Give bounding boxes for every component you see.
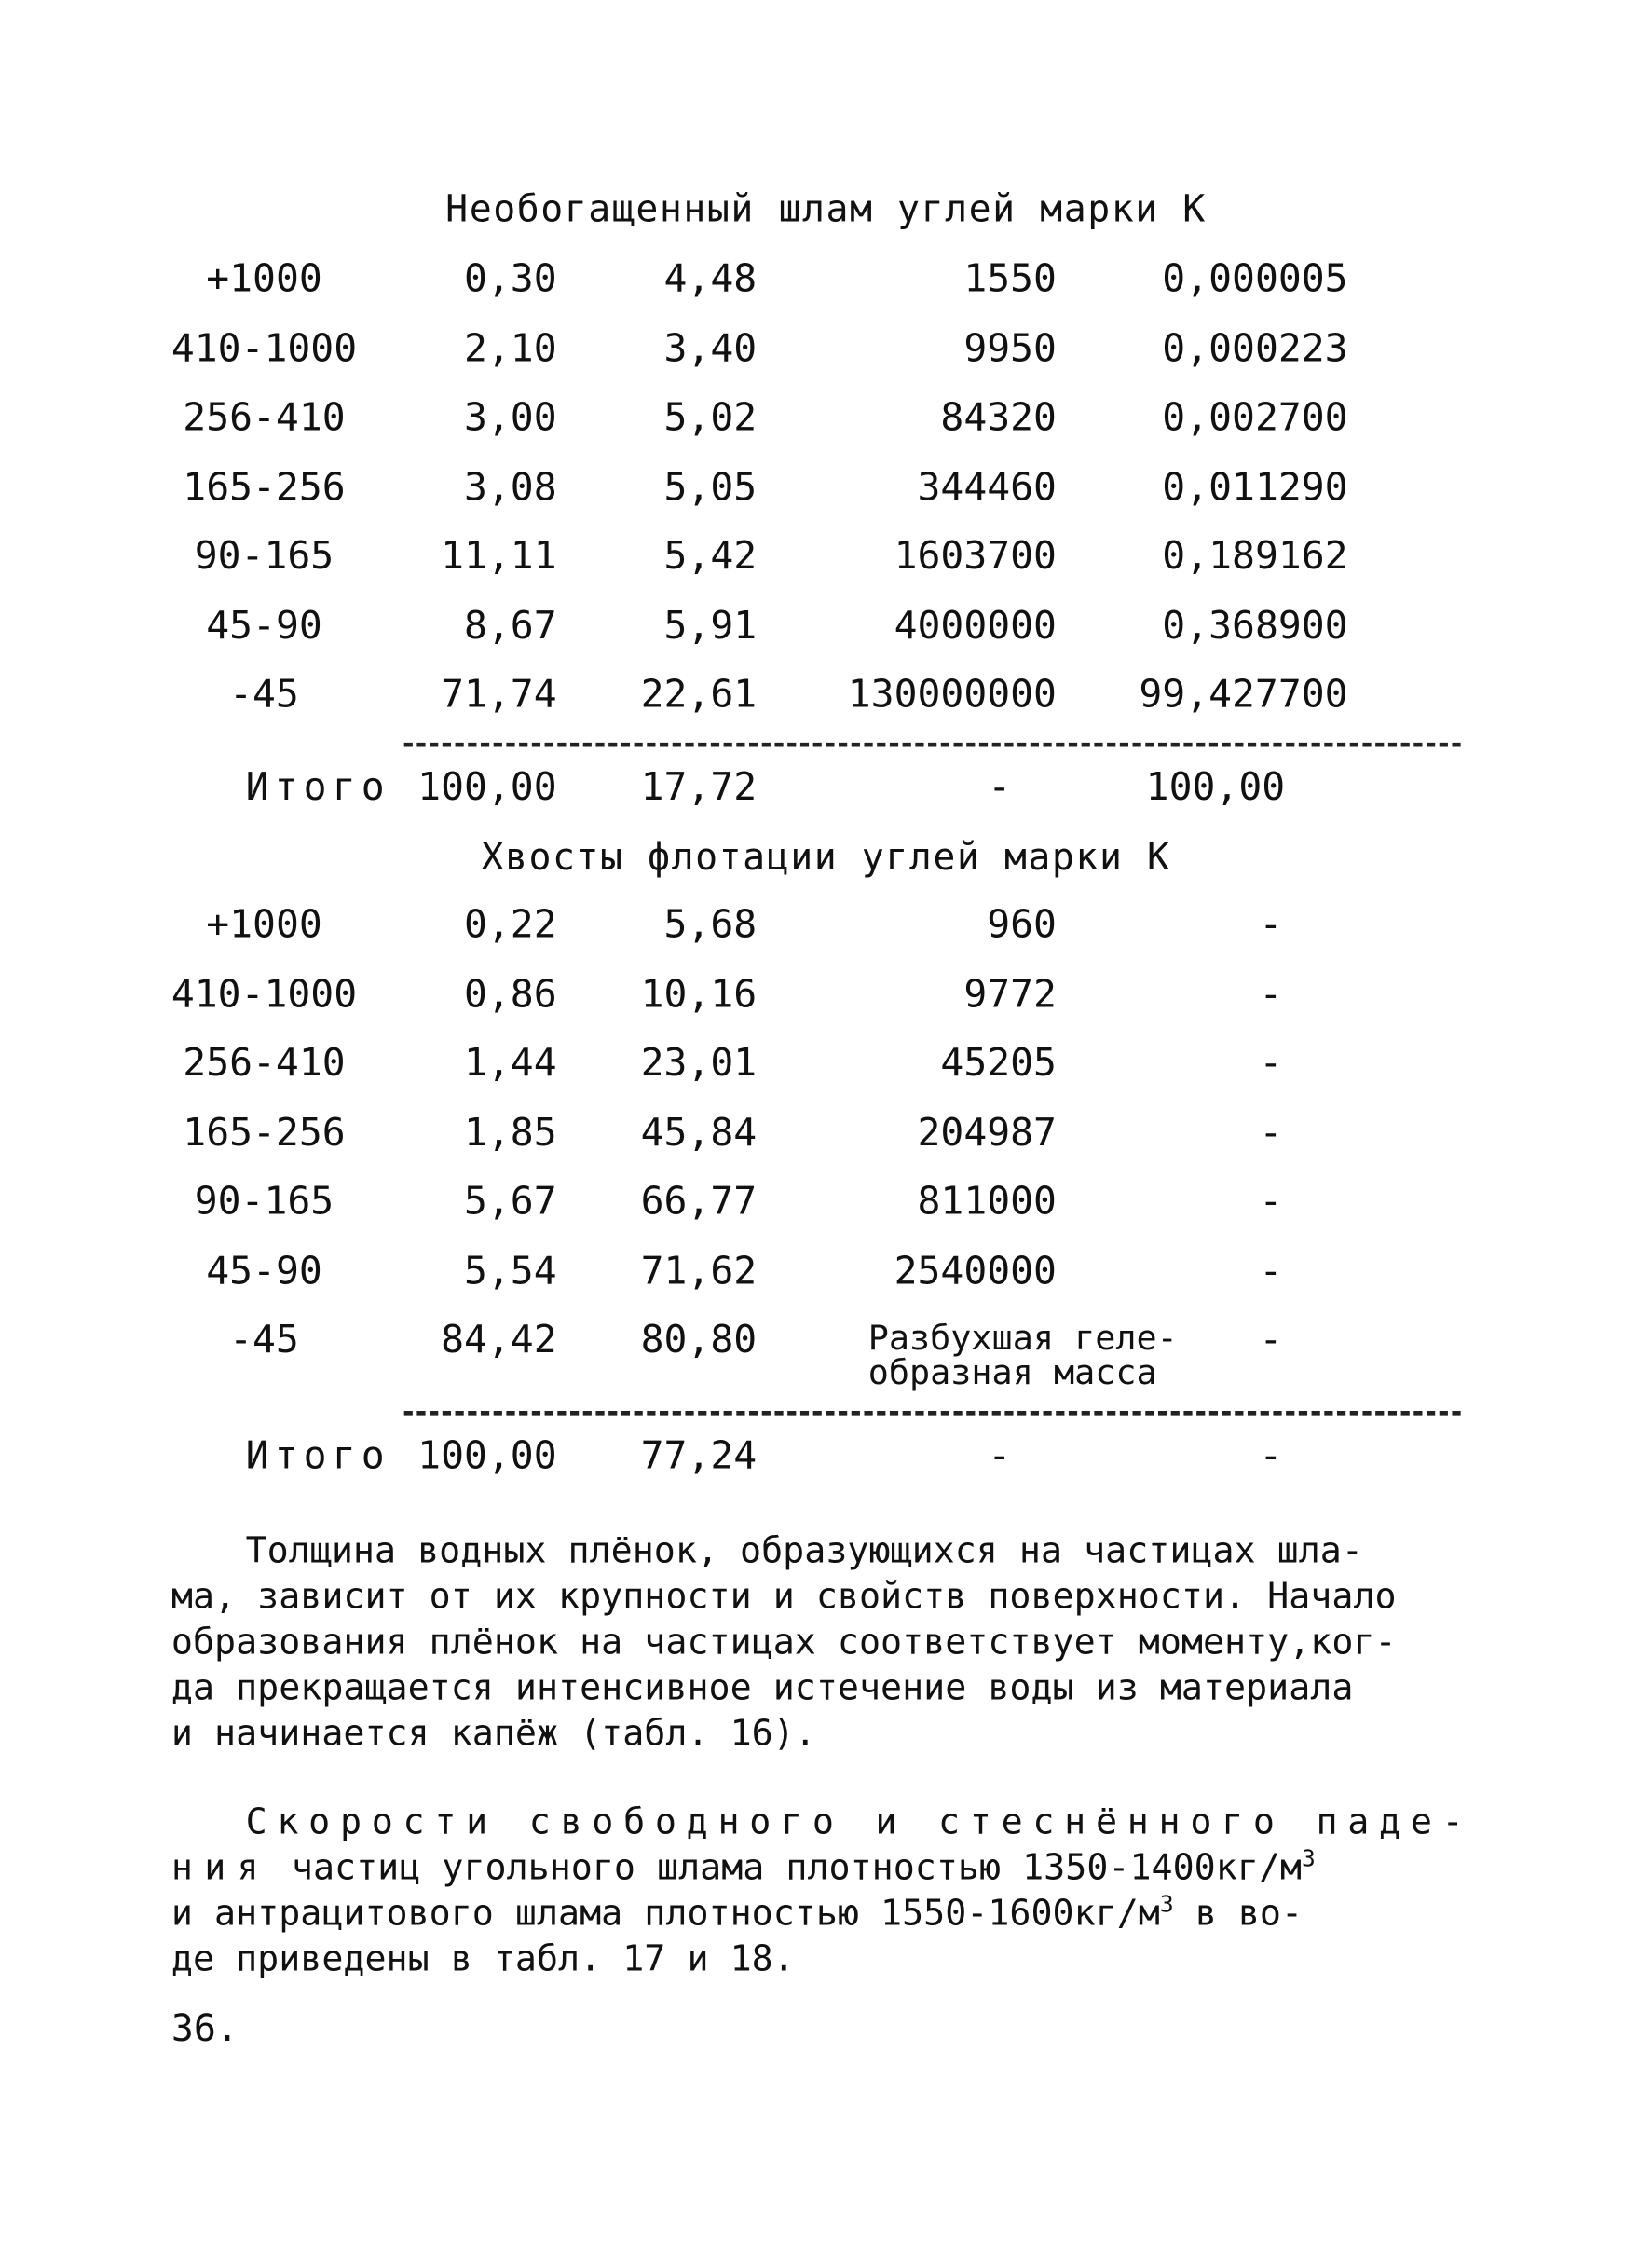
table-row (0, 1110, 1652, 1167)
table-row (0, 326, 1652, 383)
fraction-cell: 0,011290 (1162, 464, 1348, 510)
total-yield: 100,00 (417, 1433, 557, 1479)
paragraph-line: образования плёнок на частицах соответствует моменту,ког- (171, 1621, 1397, 1663)
fraction-cell: - (1259, 902, 1283, 947)
yield-cell: 5,67 (463, 1179, 557, 1225)
count-cell: 1603700 (894, 534, 1057, 579)
size-cell: 165-256 (183, 1110, 346, 1155)
yield-cell: 1,85 (463, 1110, 557, 1155)
yield-cell: 5,54 (463, 1249, 557, 1294)
count-cell: 9772 (963, 971, 1057, 1017)
fraction-cell: - (1259, 1318, 1283, 1362)
count-cell: 811000 (917, 1179, 1057, 1225)
fraction-cell: 99,427700 (1139, 672, 1348, 718)
ash-cell: 5,02 (663, 395, 758, 440)
paragraph-line: да прекращается интенсивное истечение воды из материала (171, 1666, 1354, 1708)
size-cell: 45-90 (206, 1249, 322, 1294)
paragraph-line: Толщина водных плёнок, образующихся на частицах шла- (245, 1529, 1363, 1571)
ash-cell: 80,80 (640, 1318, 758, 1362)
fraction-cell: 0,002700 (1162, 395, 1348, 440)
size-cell: 165-256 (183, 464, 346, 510)
table-row (0, 1249, 1652, 1306)
size-cell: 256-410 (183, 395, 346, 440)
table-row (0, 1318, 1652, 1393)
table2-heading: Хвосты флотации углей марки К (481, 836, 1171, 880)
paragraph-line: и начинается капёж (табл. 16). (171, 1712, 816, 1754)
table2-total-row (0, 1434, 1652, 1491)
table-row (0, 257, 1652, 314)
size-cell: -45 (229, 672, 299, 718)
table-row (0, 465, 1652, 522)
table-row (0, 673, 1652, 730)
count-cell: 960 (987, 902, 1057, 947)
ash-cell: 3,40 (663, 326, 758, 371)
ash-cell: 4,48 (663, 256, 758, 302)
total-fraction: - (1259, 1433, 1283, 1479)
count-cell: 344460 (917, 464, 1057, 510)
count-cell: 9950 (963, 326, 1057, 371)
size-cell: 410-1000 (171, 971, 358, 1017)
fraction-cell: 0,368900 (1162, 603, 1348, 648)
paragraph-text: частиц угольного шлама плотностью 1350-1400кг/м (269, 1846, 1302, 1888)
yield-cell: 84,42 (441, 1318, 557, 1362)
table-row (0, 603, 1652, 660)
yield-cell: 1,44 (463, 1041, 557, 1086)
superscript: 3 (1301, 1844, 1316, 1872)
paragraph-line: де приведены в табл. 17 и 18. (171, 1937, 795, 1979)
size-cell: 256-410 (183, 1041, 346, 1086)
size-cell: 90-165 (194, 1179, 334, 1225)
size-cell: 410-1000 (171, 326, 358, 371)
ash-cell: 71,62 (640, 1249, 758, 1294)
ash-cell: 66,77 (640, 1179, 758, 1225)
count-cell: 2540000 (894, 1249, 1057, 1294)
fraction-cell: - (1259, 1179, 1283, 1225)
table-row (0, 395, 1652, 452)
paragraph-film-thickness (171, 1528, 1485, 1757)
ash-cell: 5,42 (663, 534, 758, 579)
yield-cell: 0,22 (463, 902, 557, 947)
table-row (0, 1180, 1652, 1237)
ash-cell: 5,68 (663, 902, 758, 947)
table1-heading: Необогащенный шлам углей марки К (445, 188, 1207, 232)
fraction-cell: 0,000223 (1162, 326, 1348, 371)
ash-cell: 10,16 (640, 971, 758, 1017)
table1-total-rule (404, 743, 1461, 747)
count-cell: 204987 (917, 1110, 1057, 1155)
ash-cell: 23,01 (640, 1041, 758, 1086)
yield-cell: 71,74 (441, 672, 557, 718)
paragraph-line (171, 1845, 1485, 1891)
yield-cell: 3,00 (463, 395, 557, 440)
ash-cell: 45,84 (640, 1110, 758, 1155)
ash-cell: 5,91 (663, 603, 758, 648)
paragraph-line: Скорости свободного и стеснённого паде- (245, 1800, 1474, 1842)
yield-cell: 3,08 (463, 464, 557, 510)
total-label: Итого (245, 1433, 390, 1479)
superscript: 3 (1159, 1890, 1174, 1918)
paragraph-settling-velocity (171, 1800, 1485, 1982)
table-row (0, 534, 1652, 591)
yield-cell: 0,30 (463, 256, 557, 302)
paragraph-line (171, 1891, 1485, 1937)
table-row (0, 972, 1652, 1029)
fraction-cell: - (1259, 971, 1283, 1017)
yield-cell: 2,10 (463, 326, 557, 371)
size-cell: 45-90 (206, 603, 322, 648)
total-label: Итого (245, 765, 390, 810)
size-cell: +1000 (206, 902, 322, 947)
total-ash: 77,24 (640, 1433, 758, 1479)
size-cell: 90-165 (194, 534, 334, 579)
size-cell: +1000 (206, 256, 322, 302)
fraction-cell: - (1259, 1041, 1283, 1086)
total-count: - (988, 765, 1012, 810)
count-cell: 130000000 (847, 672, 1057, 718)
count-cell: 45205 (940, 1041, 1057, 1086)
paragraph-text: и антрацитового шлама плотностью 1550-1600кг/м (171, 1892, 1160, 1934)
table-row (0, 1041, 1652, 1098)
note-line: Разбухшая геле- (867, 1318, 1178, 1359)
total-fraction: 100,00 (1145, 765, 1286, 810)
note-cell (867, 1318, 1254, 1393)
ash-cell: 22,61 (640, 672, 758, 718)
size-cell: -45 (229, 1318, 299, 1362)
table-row (0, 902, 1652, 959)
total-count: - (988, 1433, 1012, 1479)
fraction-cell: 0,189162 (1162, 534, 1348, 579)
note-line: образная масса (867, 1352, 1157, 1393)
total-ash: 17,72 (640, 765, 758, 810)
total-yield: 100,00 (417, 765, 557, 810)
fraction-cell: - (1259, 1249, 1283, 1294)
spaced-word: ния (171, 1846, 270, 1888)
paragraph-text: в во- (1173, 1892, 1304, 1934)
count-cell: 4000000 (894, 603, 1057, 648)
fraction-cell: 0,000005 (1162, 256, 1348, 302)
table1-total-row (0, 765, 1652, 822)
count-cell: 1550 (963, 256, 1057, 302)
yield-cell: 11,11 (441, 534, 557, 579)
yield-cell: 0,86 (463, 971, 557, 1017)
yield-cell: 8,67 (463, 603, 557, 648)
fraction-cell: - (1259, 1110, 1283, 1155)
page-number: 36. (171, 2007, 239, 2051)
paragraph-line: ма, зависит от их крупности и свойств поверхности. Начало (171, 1575, 1397, 1617)
table2-total-rule (404, 1411, 1461, 1416)
ash-cell: 5,05 (663, 464, 758, 510)
count-cell: 84320 (940, 395, 1057, 440)
